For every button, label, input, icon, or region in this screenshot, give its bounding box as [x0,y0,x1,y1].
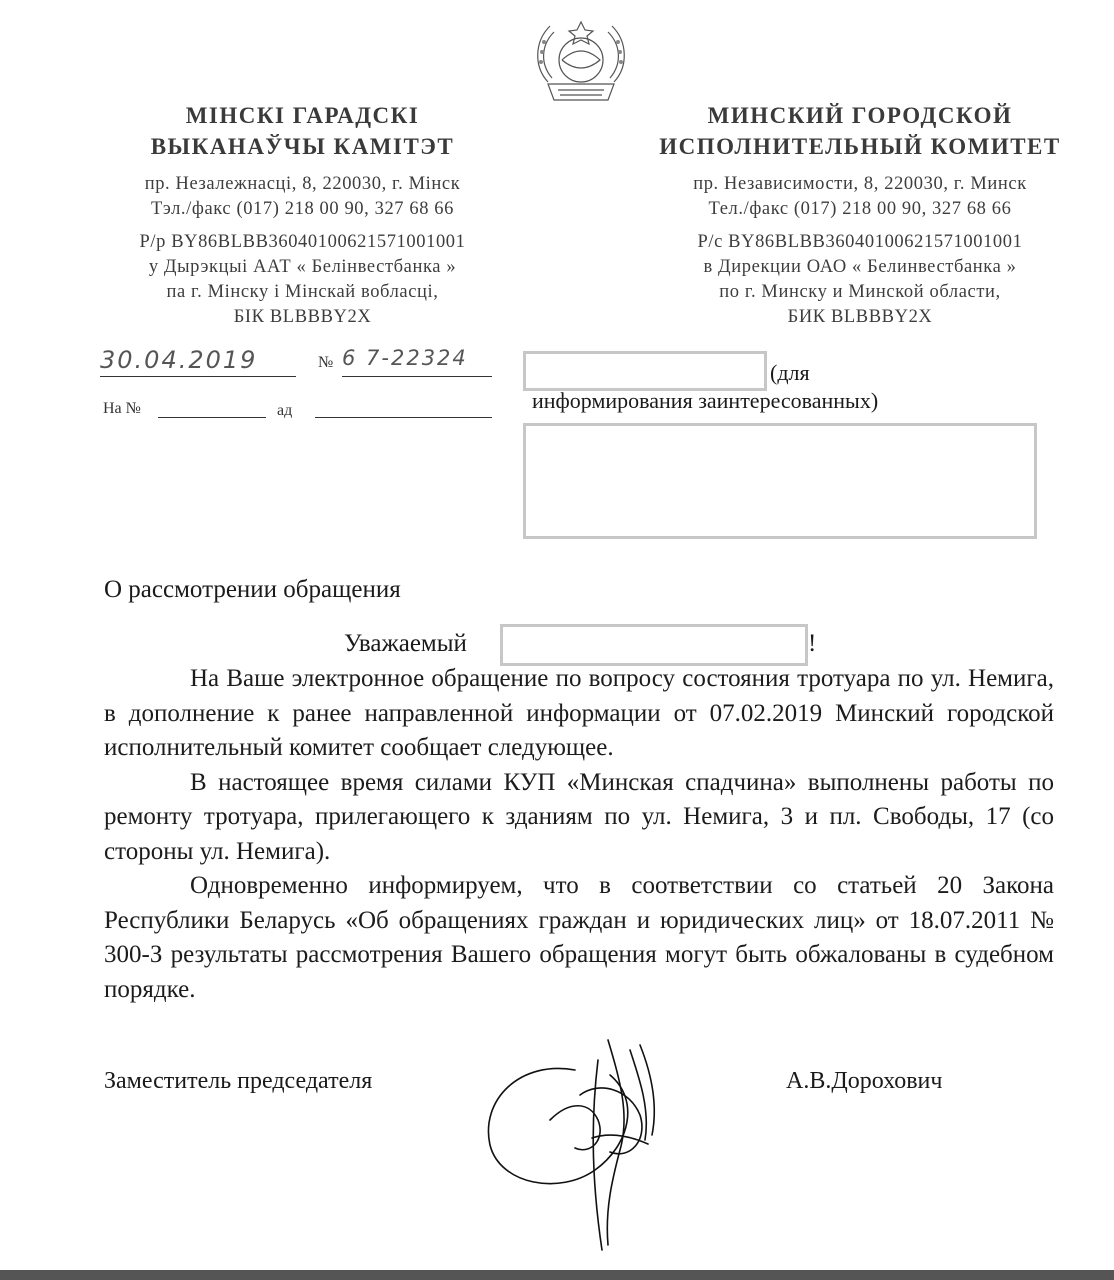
signer-position: Заместитель председателя [104,1068,373,1094]
ad-label: ад [277,402,293,419]
recipient-line2: информирования заинтересованных) [532,388,879,413]
address-line: пр. Независимости, 8, 220030, г. Минск [693,174,1027,194]
number-label: № [318,354,334,371]
letter-subject: О рассмотрении обращения [104,576,401,603]
paragraph: На Ваше электронное обращение по вопросу состояния тротуара по ул. Немига, в дополнение к ранее направленной информации от 07.02.2019 Минский городской исполнительный комитет сообщает следующее. [104,665,1054,761]
org-title-ru [640,100,1080,162]
bank-line: Р/с BY86BLBB36040100621571001001 [697,232,1023,252]
letter-body [104,662,1054,1007]
bank-line: у Дырэкцыі ААТ « Белінвестбанка » [148,257,457,277]
bank-line: Р/р BY86BLBB36040100621571001001 [139,232,466,252]
recipient-suffix: (для [770,360,810,385]
redacted-addressee-name [500,624,808,666]
signer-name: А.В.Дорохович [786,1068,943,1094]
bank-line: па г. Мінску і Мінскай вобласці, [166,282,439,302]
redacted-recipient-address [523,423,1037,539]
org-title-by-line: МІНСКІ ГАРАДСКІ [185,103,420,128]
outgoing-date: 30.04.2019 [100,346,258,374]
redacted-recipient-name [523,351,767,391]
outgoing-number: 6 7-22324 [342,346,468,370]
bank-line: БИК BLBBBY2X [787,307,933,327]
org-title-by [105,100,500,162]
na-number-field [158,400,266,418]
greeting-end: ! [808,630,817,657]
handwritten-signature [480,1020,710,1260]
phone-line: Тэл./факс (017) 218 00 90, 327 68 66 [150,199,454,219]
paragraph: Одновременно информируем, что в соответствии со статьей 20 Закона Республики Беларусь «Об обращениях граждан и юридических лиц» от 18.07.2011 № 300-З результаты рассмотрения Вашего обращения могут быть обжалованы в судебном порядке. [104,872,1054,1003]
na-label: На № [103,400,141,417]
address-line: пр. Незалежнасці, 8, 220030, г. Мінск [144,174,461,194]
org-title-ru-line: МИНСКИЙ ГОРОДСКОЙ [707,103,1013,128]
org-details-by [95,172,510,330]
outgoing-date-field [100,346,296,377]
bank-line: в Дирекции ОАО « Белинвестбанка » [703,257,1017,277]
org-title-ru-line: ИСПОЛНИТЕЛЬНЫЙ КОМИТЕТ [659,134,1061,159]
phone-line: Тел./факс (017) 218 00 90, 327 68 66 [708,199,1012,219]
org-title-by-line: ВЫКАНАЎЧЫ КАМІТЭТ [150,134,455,159]
greeting: Уважаемый [344,630,467,657]
outgoing-number-field [342,346,492,377]
bank-line: по г. Минску и Минской области, [719,282,1001,302]
bank-line: БІК BLBBBY2X [233,307,372,327]
state-emblem [528,12,634,106]
paragraph: В настоящее время силами КУП «Минская спадчина» выполнены работы по ремонту тротуара, прилегающего к зданиям по ул. Немига, 3 и пл. Свободы, 17 (со стороны ул. Немига). [104,768,1054,865]
page-bottom-strip [0,1270,1114,1280]
ad-date-field [315,400,492,418]
org-details-ru [640,172,1080,330]
